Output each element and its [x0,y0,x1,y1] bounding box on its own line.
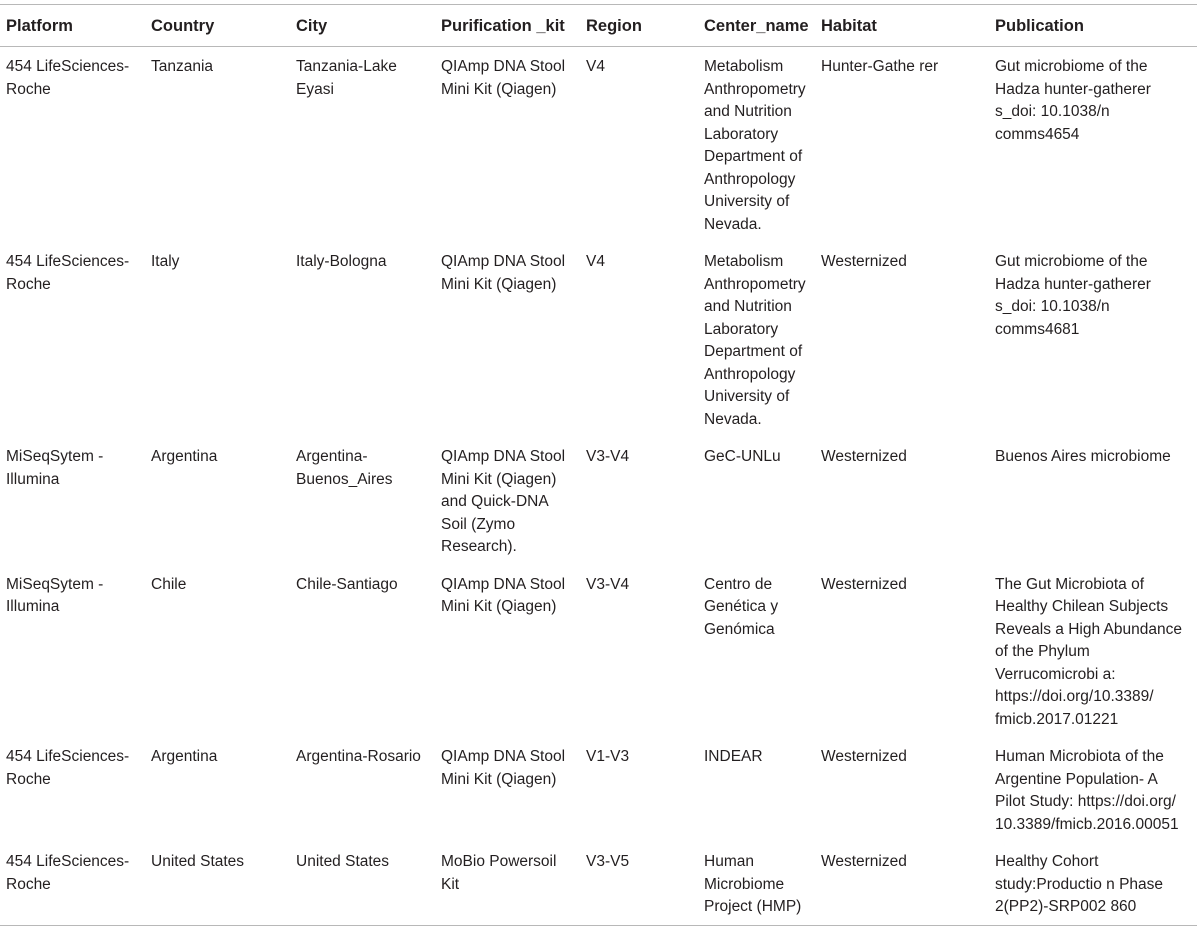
cell-platform: 454 LifeSciences-Roche [6,253,130,293]
header-row [0,5,1197,47]
cell-habitat: Hunter-Gathe rer [821,58,939,75]
cell-city: Argentina-Buenos_Aires [296,448,393,488]
table-row [0,437,1197,565]
table-row [0,842,1197,925]
header-country: Country [145,5,290,47]
cell-center-name: INDEAR [704,748,763,765]
cell-purification-kit: QIAmp DNA Stool Mini Kit (Qiagen) [441,253,566,293]
cell-publication: Human Microbiota of the Argentine Population- A Pilot Study: https://doi.org/ 10.3389/fmicb.2016.00051 [995,748,1179,833]
cell-purification-kit: QIAmp DNA Stool Mini Kit (Qiagen) [441,748,566,788]
table-header [0,5,1197,47]
header-city: City [290,5,435,47]
cell-purification-kit: MoBio Powersoil Kit [435,842,580,925]
cell-region: V4 [586,253,605,270]
table-container [0,4,1197,926]
cell-publication: Gut microbiome of the Hadza hunter-gatherer s_doi: 10.1038/n comms4681 [995,253,1151,338]
header-habitat: Habitat [815,5,989,47]
cell-purification-kit: QIAmp DNA Stool Mini Kit (Qiagen) [441,58,566,98]
cell-country: Tanzania [151,58,214,75]
cell-habitat: Westernized [815,842,989,925]
cell-publication: Healthy Cohort study:Productio n Phase 2(PP2)-SRP002 860 [989,842,1197,925]
cell-platform: MiSeqSytem -Illumina [6,575,104,615]
cell-platform: 454 LifeSciences-Roche [6,748,130,788]
cell-region: V3-V5 [580,842,698,925]
cell-publication: Buenos Aires microbiome [995,448,1171,465]
cell-country: Argentina [151,448,218,465]
header-platform: Platform [0,5,145,47]
cell-purification-kit: QIAmp DNA Stool Mini Kit (Qiagen) [441,575,566,615]
cell-platform: MiSeqSytem -Illumina [6,448,104,488]
cell-platform: 454 LifeSciences-Roche [6,58,130,98]
table-row [0,242,1197,437]
cell-city: Italy-Bologna [296,253,387,270]
cell-publication: The Gut Microbiota of Healthy Chilean Subjects Reveals a High Abundance of the Phylum Verrucomicrobi a: https://doi.org/10.3389/ fmicb.2017.01221 [995,575,1182,728]
cell-region: V3-V4 [586,448,630,465]
cell-purification-kit: QIAmp DNA Stool Mini Kit (Qiagen) and Quick-DNA Soil (Zymo Research). [441,448,566,555]
header-purification-kit: Purification _kit [435,5,580,47]
table-row [0,47,1197,243]
table-body [0,47,1197,926]
cell-habitat: Westernized [821,448,907,465]
cell-center-name: Metabolism Anthropometry and Nutrition Laboratory Department of Anthropology University of Nevada. [704,58,806,233]
cell-region: V1-V3 [586,748,630,765]
cell-country: Chile [151,575,187,593]
cell-center-name: Human Microbiome Project (HMP) [698,842,815,925]
table-row [0,565,1197,738]
data-table [0,4,1197,926]
cell-city: Chile-Santiago [296,575,398,593]
cell-city: United States [290,842,435,925]
cell-region: V4 [586,58,605,75]
cell-habitat: Westernized [821,575,907,593]
cell-center-name: GeC-UNLu [704,448,781,465]
cell-publication: Gut microbiome of the Hadza hunter-gatherer s_doi: 10.1038/n comms4654 [995,58,1151,143]
cell-region: V3-V4 [586,575,630,593]
cell-country: United States [145,842,290,925]
cell-center-name: Centro de Genética y Genómica [704,575,779,638]
header-publication: Publication [989,5,1197,47]
cell-habitat: Westernized [821,253,907,270]
header-center-name: Center_name [698,5,815,47]
cell-country: Italy [151,253,180,270]
cell-country: Argentina [151,748,218,765]
cell-platform: 454 LifeSciences-Roche [0,842,145,925]
cell-city: Tanzania-Lake Eyasi [296,58,397,98]
cell-center-name: Metabolism Anthropometry and Nutrition Laboratory Department of Anthropology University of Nevada. [704,253,806,428]
cell-habitat: Westernized [821,748,907,765]
table-row [0,737,1197,842]
header-region: Region [580,5,698,47]
cell-city: Argentina-Rosario [296,748,421,765]
